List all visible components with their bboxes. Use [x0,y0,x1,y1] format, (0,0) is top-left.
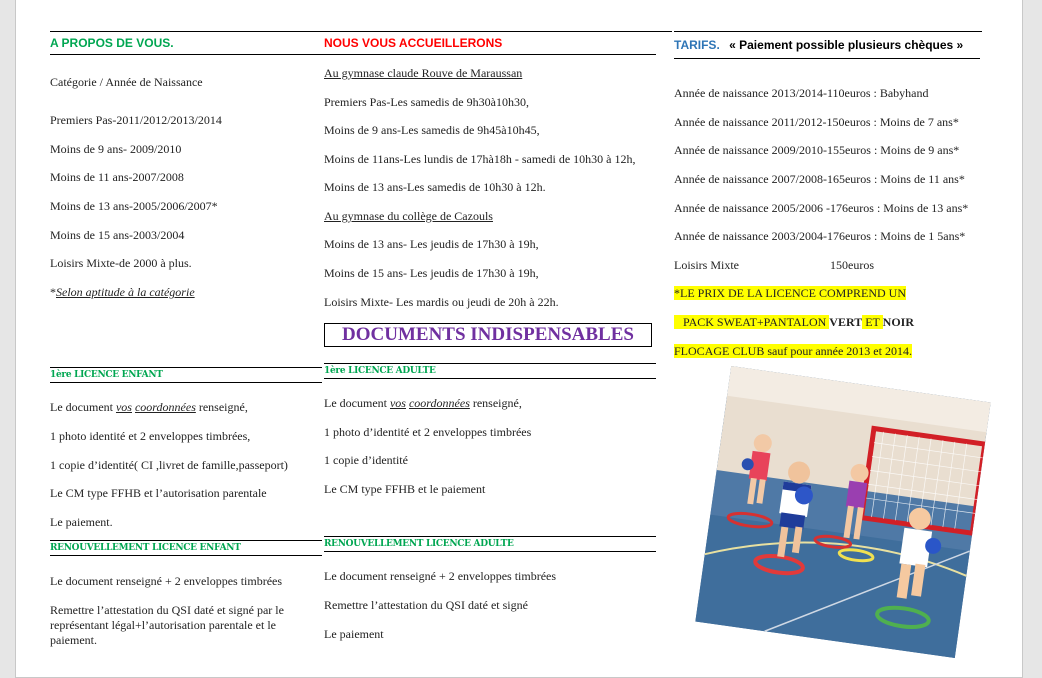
about-column [50,31,336,661]
photo-drawing [695,366,990,658]
category-line: Moins de 9 ans- 2009/2010 [50,142,182,156]
flocage-text: FLOCAGE CLUB sauf pour année 2013 et 2014. [674,344,912,358]
list-item: 1 copie d’identité( CI ,livret de famille,passeport) [50,458,288,472]
pack-text: PACK SWEAT+PANTALON [674,315,830,329]
category-line: Moins de 13 ans-2005/2006/2007* [50,199,218,213]
note-prefix: * [50,285,56,299]
list-item: Le CM type FFHB et le paiement [324,482,486,496]
noir-text: NOIR [882,315,914,329]
licence-note [674,315,914,330]
doc-text-end: renseigné, [469,396,522,410]
list-item: Le document renseigné + 2 enveloppes timbrées [50,574,283,588]
tariff-line: Année de naissance 2011/2012-150euros : Moins de 7 ans* [674,115,959,129]
first-license-adult-heading [324,363,656,379]
list-item: Le paiement [324,627,384,641]
gym1-title: Au gymnase claude Rouve de Maraussan [324,66,523,80]
schedule-line: Moins de 13 ans- Les jeudis de 17h30 à 19h, [324,237,539,251]
schedule-line: Moins de 11ans-Les lundis de 17hà18h - samedi de 10h30 à 12h, [324,152,636,166]
category-line: Loisirs Mixte-de 2000 à plus. [50,256,192,270]
about-heading: A PROPOS DE VOUS. [50,32,336,55]
document-page [15,0,1023,678]
list-item: Le document renseigné + 2 enveloppes timbrées [324,569,557,583]
doc-coordonnees: coordonnées [134,400,196,414]
renewal-child-label: RENOUVELLEMENT LICENCE ENFANT [50,543,241,553]
doc-text: Le document [50,400,116,414]
et-text: ET [862,315,883,329]
tariffs-column [674,31,982,661]
welcome-heading: NOUS VOUS ACCUEILLERONS [324,32,656,55]
renewal-adult-label: RENOUVELLEMENT LICENCE ADULTE [324,539,514,549]
category-line: Moins de 11 ans-2007/2008 [50,170,184,184]
tariff-line: Année de naissance 2007/2008-165euros : Moins de 11 ans* [674,172,965,186]
first-license-child-label: 1ère LICENCE ENFANT [50,370,163,380]
doc-text-end: renseigné, [195,400,248,414]
vert-text: VERT [829,315,863,329]
list-item: Remettre l’attestation du QSI daté et signé [324,598,528,612]
note-text: Selon aptitude à la catégorie [56,285,195,299]
licence-note-line1: *LE PRIX DE LA LICENCE COMPREND UN [674,286,907,300]
documents-title: DOCUMENTS INDISPENSABLES [324,323,652,347]
list-item: 1 photo d’identité et 2 enveloppes timbrées [324,425,532,439]
schedule-line: Moins de 15 ans- Les jeudis de 17h30 à 19h, [324,266,539,280]
tariff-line: Année de naissance 2003/2004-176euros : Moins de 1 5ans* [674,229,966,243]
list-item: Remettre l’attestation du QSI daté et signé par le représentant légal+l’autorisation parentale et le paiement. [50,603,284,647]
schedule-line: Loisirs Mixte- Les mardis ou jeudi de 20h à 22h. [324,295,559,309]
renewal-adult-heading [324,536,656,552]
category-label: Catégorie / Année de Naissance [50,75,203,89]
first-license-child-heading [50,367,322,383]
list-item [50,400,248,415]
renewal-child-heading [50,540,322,556]
tariff-line: Année de naissance 2013/2014-110euros : Babyhand [674,86,929,100]
schedule-line: Moins de 13 ans-Les samedis de 10h30 à 12h. [324,180,546,194]
doc-vos: vos [389,396,406,410]
licence-note [674,286,906,301]
list-item: Le CM type FFHB et l’autorisation parentale [50,486,267,500]
tariff-line [674,258,874,273]
category-line: Premiers Pas-2011/2012/2013/2014 [50,113,222,127]
doc-coordonnees: coordonnées [408,396,470,410]
gym2-title: Au gymnase du collège de Cazouls [324,209,493,223]
first-license-adult-label: 1ère LICENCE ADULTE [324,366,436,376]
tariff-line: Année de naissance 2005/2006 -176euros : Moins de 13 ans* [674,201,969,215]
tariff-line: Année de naissance 2009/2010-155euros : Moins de 9 ans* [674,143,960,157]
schedule-line: Moins de 9 ans-Les samedis de 9h45à10h45, [324,123,540,137]
licence-note [674,344,912,359]
doc-vos: vos [115,400,132,414]
list-item: 1 copie d’identité [324,453,408,467]
loisirs-price: 150euros [830,258,874,272]
tariffs-heading [674,32,980,59]
aptitude-note [50,285,195,300]
tariffs-title: TARIFS. [674,38,720,52]
list-item: 1 photo identité et 2 enveloppes timbrées, [50,429,251,443]
handball-kids-photo [695,366,990,658]
payment-note: « Paiement possible plusieurs chèques » [729,38,964,52]
doc-text: Le document [324,396,390,410]
list-item: Le paiement. [50,515,113,529]
list-item [324,396,522,411]
welcome-column [324,31,672,661]
schedule-line: Premiers Pas-Les samedis de 9h30à10h30, [324,95,529,109]
loisirs-label: Loisirs Mixte [674,258,739,272]
category-line: Moins de 15 ans-2003/2004 [50,228,185,242]
